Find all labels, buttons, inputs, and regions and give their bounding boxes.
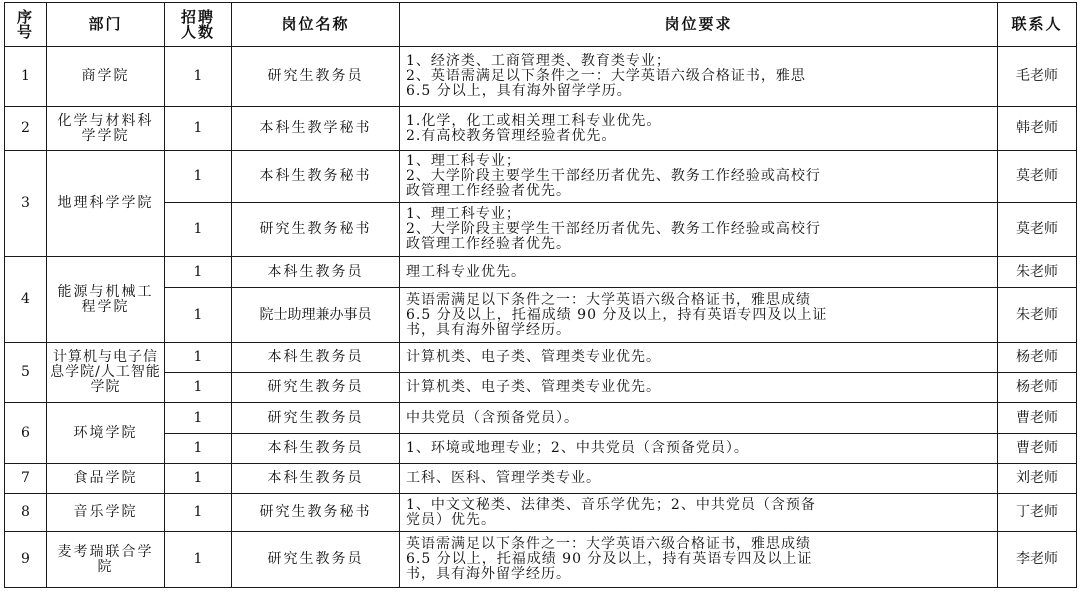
table-row <box>5 494 1077 532</box>
cell-req: 1、环境或地理专业；2、中共党员（含预备党员）。 <box>400 434 998 464</box>
cell-title: 本科生教务员 <box>232 257 400 288</box>
cell-count: 1 <box>165 151 232 203</box>
cell-seq: 2 <box>5 107 47 151</box>
cell-req: 英语需满足以下条件之一：大学英语六级合格证书，雅思成绩 6.5 分以上，托福成绩 90 分及以上，持有英语专四及以上证 书，具有海外留学经历。 <box>400 532 998 588</box>
cell-contact: 曹老师 <box>998 403 1077 434</box>
cell-count: 1 <box>165 343 232 373</box>
cell-title: 研究生教务秘书 <box>232 203 400 257</box>
cell-dept: 化学与材料科学学院 <box>47 107 165 151</box>
header-dept: 部门 <box>47 3 165 47</box>
cell-req: 中共党员（含预备党员）。 <box>400 403 998 434</box>
cell-contact: 杨老师 <box>998 343 1077 373</box>
cell-title: 本科生教务员 <box>232 434 400 464</box>
cell-contact: 朱老师 <box>998 257 1077 288</box>
cell-contact: 莫老师 <box>998 203 1077 257</box>
cell-req: 1.化学，化工或相关理工科专业优先。 2.有高校教务管理经验者优先。 <box>400 107 998 151</box>
cell-contact: 李老师 <box>998 532 1077 588</box>
table-row <box>5 257 1077 288</box>
cell-title: 本科生教务员 <box>232 464 400 494</box>
cell-count: 1 <box>165 403 232 434</box>
cell-count: 1 <box>165 494 232 532</box>
cell-contact: 毛老师 <box>998 47 1077 107</box>
cell-title: 本科生教务秘书 <box>232 151 400 203</box>
cell-count: 1 <box>165 47 232 107</box>
cell-seq: 8 <box>5 494 47 532</box>
table-row <box>5 532 1077 588</box>
table-row <box>5 403 1077 434</box>
cell-contact: 杨老师 <box>998 373 1077 403</box>
header-contact: 联系人 <box>998 3 1077 47</box>
header-seq: 序 号 <box>5 3 47 47</box>
table-row <box>5 343 1077 373</box>
header-title: 岗位名称 <box>232 3 400 47</box>
table-row <box>5 47 1077 107</box>
cell-contact: 韩老师 <box>998 107 1077 151</box>
cell-req: 1、中文文秘类、法律类、音乐学优先；2、中共党员（含预备 党员）优先。 <box>400 494 998 532</box>
cell-seq: 7 <box>5 464 47 494</box>
cell-dept: 计算机与电子信息学院/人工智能学院 <box>47 343 165 403</box>
cell-req: 1、理工科专业； 2、大学阶段主要学生干部经历者优先、教务工作经验或高校行 政管理工作经验者优先。 <box>400 203 998 257</box>
cell-count: 1 <box>165 464 232 494</box>
cell-req: 计算机类、电子类、管理类专业优先。 <box>400 373 998 403</box>
cell-seq: 6 <box>5 403 47 464</box>
cell-title: 研究生教务员 <box>232 373 400 403</box>
cell-dept: 环境学院 <box>47 403 165 464</box>
cell-contact: 丁老师 <box>998 494 1077 532</box>
cell-seq: 1 <box>5 47 47 107</box>
table-row <box>5 434 1077 464</box>
cell-count: 1 <box>165 257 232 288</box>
cell-contact: 莫老师 <box>998 151 1077 203</box>
cell-title: 研究生教务员 <box>232 532 400 588</box>
cell-req: 工科、医科、管理学类专业。 <box>400 464 998 494</box>
cell-req: 1、理工科专业； 2、大学阶段主要学生干部经历者优先、教务工作经验或高校行 政管理工作经验者优先。 <box>400 151 998 203</box>
cell-req: 理工科专业优先。 <box>400 257 998 288</box>
cell-title: 院士助理兼办事员 <box>232 288 400 343</box>
cell-count: 1 <box>165 288 232 343</box>
cell-dept: 地理科学学院 <box>47 151 165 257</box>
table-row <box>5 288 1077 343</box>
cell-dept: 能源与机械工程学院 <box>47 257 165 343</box>
table-row <box>5 203 1077 257</box>
cell-contact: 曹老师 <box>998 434 1077 464</box>
table-row <box>5 151 1077 203</box>
cell-seq: 3 <box>5 151 47 257</box>
cell-req: 计算机类、电子类、管理类专业优先。 <box>400 343 998 373</box>
cell-count: 1 <box>165 373 232 403</box>
cell-req: 英语需满足以下条件之一：大学英语六级合格证书，雅思成绩 6.5 分及以上，托福成绩 90 分及以上，持有英语专四及以上证 书，具有海外留学经历。 <box>400 288 998 343</box>
cell-count: 1 <box>165 532 232 588</box>
cell-req: 1、经济类、工商管理类、教育类专业； 2、英语需满足以下条件之一：大学英语六级合格证书，雅思 6.5 分以上，具有海外留学学历。 <box>400 47 998 107</box>
table-row <box>5 373 1077 403</box>
cell-title: 本科生教学秘书 <box>232 107 400 151</box>
cell-count: 1 <box>165 107 232 151</box>
cell-count: 1 <box>165 203 232 257</box>
cell-seq: 4 <box>5 257 47 343</box>
cell-title: 本科生教务员 <box>232 343 400 373</box>
recruitment-table <box>4 2 1077 588</box>
cell-seq: 5 <box>5 343 47 403</box>
cell-seq: 9 <box>5 532 47 588</box>
cell-dept: 商学院 <box>47 47 165 107</box>
header-req: 岗位要求 <box>400 3 998 47</box>
cell-dept: 音乐学院 <box>47 494 165 532</box>
cell-contact: 刘老师 <box>998 464 1077 494</box>
table-row <box>5 107 1077 151</box>
cell-title: 研究生教务秘书 <box>232 494 400 532</box>
cell-count: 1 <box>165 434 232 464</box>
cell-contact: 朱老师 <box>998 288 1077 343</box>
header-row <box>5 3 1077 47</box>
cell-dept: 食品学院 <box>47 464 165 494</box>
cell-dept: 麦考瑞联合学院 <box>47 532 165 588</box>
cell-title: 研究生教务员 <box>232 403 400 434</box>
cell-title: 研究生教务员 <box>232 47 400 107</box>
header-count: 招聘 人数 <box>165 3 232 47</box>
table-row <box>5 464 1077 494</box>
